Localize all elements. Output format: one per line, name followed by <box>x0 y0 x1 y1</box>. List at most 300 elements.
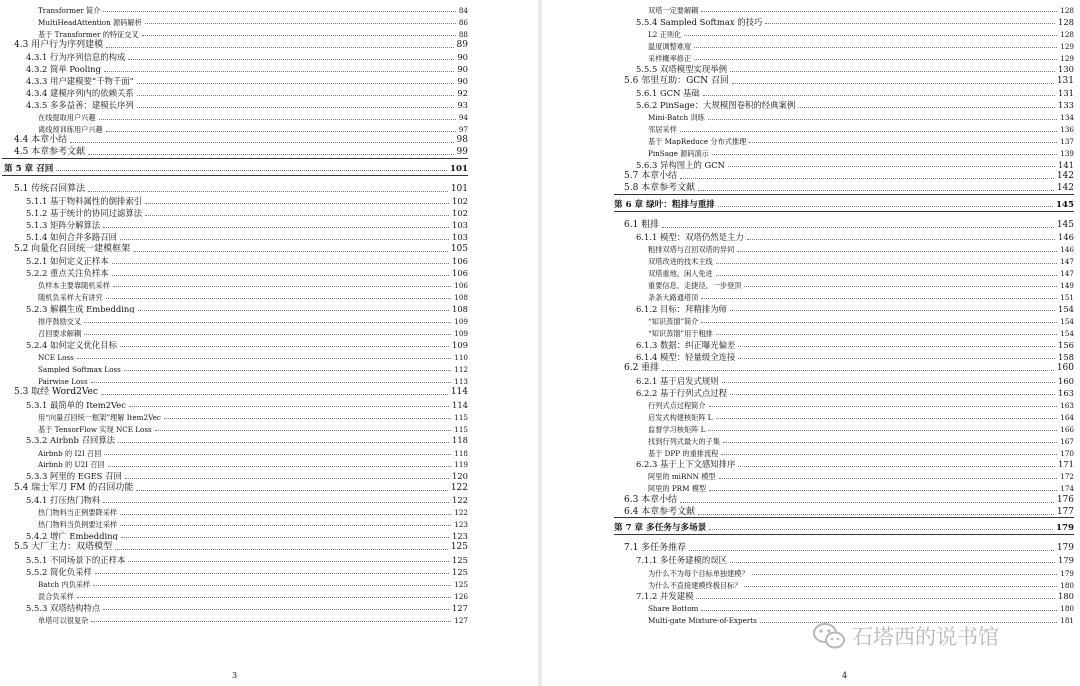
entry-page-number: 179 <box>1058 555 1074 565</box>
entry-page-number: 102 <box>452 196 468 206</box>
subsection-entry <box>26 434 468 445</box>
entry-title: 6.2 重排 <box>624 363 660 374</box>
entry-page-number: 101 <box>450 183 468 194</box>
entry-page-number: 181 <box>1060 616 1074 625</box>
entry-page-number: 130 <box>1058 64 1074 74</box>
entry-title: 行列式点过程简介 <box>648 400 706 409</box>
chapter-rule <box>614 517 1074 518</box>
entry-page-number: 109 <box>452 339 468 350</box>
dot-leader <box>108 466 452 467</box>
entry-page-number: 101 <box>450 163 468 174</box>
dot-leader <box>694 59 1057 60</box>
entry-page-number: 176 <box>1056 494 1074 505</box>
subsection-entry <box>26 87 468 98</box>
dot-leader <box>716 334 1057 335</box>
entry-page-number: 114 <box>450 387 468 397</box>
entry-page-number: 180 <box>1060 604 1074 613</box>
topic-entry <box>648 111 1074 122</box>
dot-leader <box>77 358 451 359</box>
entry-page-number: 177 <box>1056 506 1074 517</box>
page-number: 3 <box>232 671 238 680</box>
section-entry <box>624 494 1074 505</box>
entry-title: 5.2.4 如何定义优化目标 <box>26 339 117 350</box>
entry-page-number: 146 <box>1058 232 1074 242</box>
topic-entry <box>38 458 468 469</box>
topic-entry <box>648 134 1074 145</box>
section-entry <box>14 243 468 254</box>
entry-title: 5.1.3 矩阵分解算法 <box>26 220 101 230</box>
dot-leader <box>730 562 1055 563</box>
entry-title: 离线预训练用户兴趣 <box>38 125 103 134</box>
topic-entry <box>648 422 1074 433</box>
topic-entry <box>648 482 1074 493</box>
entry-title: “知识蒸馏”用于粗排 <box>648 329 713 338</box>
dot-leader <box>738 466 1055 467</box>
entry-title: 7.1.1 多任务建模的误区 <box>636 555 727 565</box>
entry-title: 热门物料当正例要降采样 <box>38 508 118 517</box>
entry-page-number: 94 <box>458 113 468 122</box>
topic-entry <box>648 51 1074 62</box>
chapter-rule <box>614 211 1074 212</box>
entry-title: 5.1 传统召回算法 <box>14 183 86 194</box>
entry-page-number: 142 <box>1056 171 1074 182</box>
entry-page-number: 126 <box>454 591 468 601</box>
entry-page-number: 167 <box>1060 436 1074 445</box>
dot-leader <box>728 166 1055 167</box>
entry-page-number: 122 <box>454 508 468 517</box>
dot-leader <box>106 131 456 132</box>
entry-title: 4.3.3 用户建模要“千物千面” <box>26 76 134 86</box>
dot-leader <box>145 23 456 24</box>
section-entry <box>624 542 1074 553</box>
entry-title: 5.1.4 如何合并多路召回 <box>26 232 117 242</box>
dot-leader <box>120 346 449 347</box>
entry-page-number: 118 <box>454 448 468 457</box>
subsection-entry <box>26 398 468 409</box>
dot-leader <box>747 239 1055 240</box>
dot-leader <box>694 47 1057 48</box>
entry-page-number: 128 <box>1060 5 1074 14</box>
section-entry <box>14 146 468 157</box>
entry-page-number: 154 <box>1060 317 1074 326</box>
entry-page-number: 102 <box>452 208 468 218</box>
entry-page-number: 134 <box>1060 113 1074 122</box>
entry-page-number: 151 <box>1060 293 1074 302</box>
dot-leader <box>716 418 1058 419</box>
entry-title: 条条大路通塔顶 <box>648 293 699 302</box>
entry-title: 5.3.3 阿里的 EGES 召回 <box>26 471 122 481</box>
topic-entry <box>38 290 468 301</box>
entry-title: NCE Loss <box>38 352 74 362</box>
entry-title: 排序鼓励交叉 <box>38 317 82 326</box>
toc-page-right <box>542 0 1080 686</box>
dot-leader <box>730 71 1055 72</box>
topic-entry <box>648 314 1074 325</box>
entry-title: 双塔重地，闲人免进 <box>648 269 713 278</box>
entry-page-number: 154 <box>1060 329 1074 338</box>
subsection-entry <box>636 15 1074 26</box>
entry-page-number: 97 <box>458 125 468 134</box>
entry-page-number: 110 <box>454 352 468 362</box>
entry-title: 6.3 本章小结 <box>624 494 678 505</box>
dot-leader <box>716 263 1058 264</box>
dot-leader <box>88 191 448 192</box>
entry-title: 双塔改进的技术主线 <box>648 257 713 266</box>
dot-leader <box>84 322 451 323</box>
entry-page-number: 147 <box>1060 269 1074 278</box>
entry-page-number: 86 <box>458 17 468 26</box>
entry-title: Sampled Softmax Loss <box>38 364 121 374</box>
entry-title: Batch 内负采样 <box>38 579 91 589</box>
dot-leader <box>709 406 1058 407</box>
entry-title: 7.1 多任务推荐 <box>624 542 687 553</box>
entry-title: 基于 TensorFlow 实现 NCE Loss <box>38 424 152 433</box>
dot-leader <box>738 358 1055 359</box>
topic-entry <box>38 506 468 517</box>
dot-leader <box>155 430 452 431</box>
dot-leader <box>765 23 1055 24</box>
entry-page-number: 147 <box>1060 257 1074 266</box>
dot-leader <box>118 442 449 443</box>
entry-page-number: 93 <box>457 100 468 110</box>
subsection-entry <box>26 494 468 505</box>
section-entry <box>624 75 1074 86</box>
entry-page-number: 141 <box>1058 159 1074 170</box>
entry-title: Mini-Batch 训练 <box>648 113 705 122</box>
chapter-rule <box>614 194 1074 195</box>
entry-page-number: 89 <box>456 39 468 50</box>
entry-page-number: 136 <box>1060 125 1074 134</box>
dot-leader <box>737 251 1057 252</box>
entry-title: 5.2.2 重点关注负样本 <box>26 268 109 278</box>
entry-title: 5.1.1 基于物料属性的倒排索引 <box>26 196 143 206</box>
chapter-entry <box>4 162 468 173</box>
dot-leader <box>703 95 1055 96</box>
dot-leader <box>698 190 1054 191</box>
entry-title: 粗排双塔与召回双塔的异同 <box>648 245 735 254</box>
dot-leader <box>99 119 456 120</box>
subsection-entry <box>636 63 1074 74</box>
entry-title: 监督学习核矩阵 L <box>648 424 706 433</box>
dot-leader <box>84 334 451 335</box>
dot-leader <box>103 609 449 610</box>
entry-page-number: 125 <box>452 554 468 565</box>
subsection-entry <box>26 219 468 230</box>
topic-entry <box>648 39 1074 50</box>
section-entry <box>14 134 468 145</box>
topic-entry <box>648 434 1074 445</box>
entry-title: 5.3.1 最简单的 Item2Vec <box>26 399 126 409</box>
topic-entry <box>38 422 468 433</box>
entry-page-number: 129 <box>1060 41 1074 50</box>
entry-page-number: 179 <box>1060 568 1074 577</box>
dot-leader <box>112 263 449 264</box>
topic-entry <box>38 314 468 325</box>
entry-page-number: 170 <box>1060 448 1074 457</box>
entry-title: 基于 MapReduce 分布式推理 <box>648 137 747 146</box>
entry-title: Share Bottom <box>648 604 699 613</box>
entry-title: 5.6 邻里互助：GCN 召回 <box>624 75 729 86</box>
subsection-entry <box>26 207 468 218</box>
entry-title: 4.3.4 建模序列内的依赖关系 <box>26 88 134 98</box>
entry-page-number: 172 <box>1060 472 1074 481</box>
dot-leader <box>749 142 1057 143</box>
section-entry <box>14 482 468 493</box>
dot-leader <box>103 227 449 228</box>
dot-leader <box>138 310 449 311</box>
entry-title: 为什么不直接建模终极目标？ <box>648 580 742 589</box>
dot-leader <box>709 490 1057 491</box>
entry-title: 4.3.5 多多益善：建模长序列 <box>26 100 134 110</box>
topic-entry <box>648 146 1074 157</box>
topic-entry <box>38 3 468 14</box>
dot-leader <box>732 83 1054 84</box>
topic-entry <box>648 243 1074 254</box>
topic-entry <box>648 290 1074 301</box>
entry-title: 5.3.2 Airbnb 召回算法 <box>26 435 115 445</box>
dot-leader <box>137 107 455 108</box>
entry-title: 6.1.1 模型：双塔仍然是主力 <box>636 232 744 242</box>
entry-title: “知识蒸馏”简介 <box>648 317 699 326</box>
topic-entry <box>648 326 1074 337</box>
entry-page-number: 125 <box>452 566 468 577</box>
dot-leader <box>56 170 447 171</box>
entry-title: 6.2.1 基于启发式规则 <box>636 375 719 386</box>
entry-page-number: 174 <box>1060 484 1074 493</box>
dot-leader <box>125 478 449 479</box>
chapter-rule <box>614 534 1074 535</box>
watermark <box>812 621 999 651</box>
dot-leader <box>701 610 1057 611</box>
topic-entry <box>38 123 468 134</box>
entry-title: 单塔可以很复杂 <box>38 615 89 625</box>
subsection-entry <box>26 601 468 612</box>
dot-leader <box>680 131 1058 132</box>
entry-page-number: 120 <box>452 471 468 481</box>
entry-page-number: 106 <box>454 281 468 290</box>
dot-leader <box>145 215 449 216</box>
entry-page-number: 118 <box>452 435 468 445</box>
subsection-entry <box>636 99 1074 110</box>
wechat-icon <box>812 621 846 651</box>
dot-leader <box>744 586 1057 587</box>
entry-page-number: 114 <box>452 399 468 409</box>
dot-leader <box>104 71 454 72</box>
dot-leader <box>88 154 453 155</box>
dot-leader <box>128 561 449 562</box>
entry-page-number: 109 <box>454 317 468 326</box>
topic-entry <box>38 362 468 373</box>
topic-entry <box>648 446 1074 457</box>
entry-page-number: 180 <box>1058 591 1074 601</box>
entry-title: 第 5 章 召回 <box>4 163 54 174</box>
subsection-entry <box>26 470 468 481</box>
dot-leader <box>103 11 455 12</box>
subsection-entry <box>26 75 468 86</box>
entry-page-number: 122 <box>452 495 468 505</box>
entry-title: 6.2.3 基于上下文感知排序 <box>636 459 736 469</box>
dot-leader <box>730 394 1055 395</box>
entry-page-number: 180 <box>1060 580 1074 589</box>
entry-page-number: 149 <box>1060 281 1074 290</box>
entry-page-number: 160 <box>1056 363 1074 374</box>
entry-title: 第 7 章 多任务与多场景 <box>614 522 707 533</box>
topic-entry <box>648 267 1074 278</box>
topic-entry <box>648 566 1074 577</box>
topic-entry <box>648 602 1074 613</box>
entry-title: 5.4 瑞士军刀 FM 的召回功能 <box>14 482 134 493</box>
entry-page-number: 112 <box>454 364 468 374</box>
entry-page-number: 92 <box>457 88 468 98</box>
entry-page-number: 106 <box>452 268 468 278</box>
dot-leader <box>137 95 455 96</box>
dot-leader <box>91 382 452 383</box>
entry-title: 阿里的 miRNN 模型 <box>648 472 716 481</box>
topic-entry <box>38 326 468 337</box>
entry-page-number: 179 <box>1056 522 1074 533</box>
entry-title: 5.1.2 基于统计的协同过滤算法 <box>26 208 143 218</box>
entry-title: 5.8 本章参考文献 <box>624 183 696 194</box>
subsection-entry <box>636 374 1074 385</box>
entry-page-number: 115 <box>454 424 468 433</box>
subsection-entry <box>26 267 468 278</box>
entry-page-number: 171 <box>1058 459 1074 469</box>
subsection-entry <box>26 529 468 540</box>
entry-title: MultiHeadAttention 源码解析 <box>38 17 142 26</box>
dot-leader <box>738 346 1055 347</box>
entry-page-number: 164 <box>1060 412 1074 421</box>
topic-entry <box>648 578 1074 589</box>
entry-title: 6.4 本章参考文献 <box>624 506 696 517</box>
dot-leader <box>719 478 1058 479</box>
entry-page-number: 128 <box>1058 16 1074 26</box>
dot-leader <box>121 537 449 538</box>
entry-title: 5.7 本章小结 <box>624 171 678 182</box>
entry-title: 5.4.2 增广 Embedding <box>26 530 118 541</box>
dot-leader <box>716 275 1058 276</box>
entry-page-number: 127 <box>452 602 468 613</box>
dot-leader <box>744 286 1057 287</box>
dot-leader <box>112 275 449 276</box>
entry-title: 4.3 用户行为序列建模 <box>14 39 104 50</box>
entry-title: 温度调整难度 <box>648 41 692 50</box>
dot-leader <box>712 154 1057 155</box>
dot-leader <box>718 206 1053 207</box>
entry-page-number: 128 <box>1060 29 1074 38</box>
dot-leader <box>701 11 1057 12</box>
subsection-entry <box>636 87 1074 98</box>
chapter-entry <box>614 521 1074 532</box>
dot-leader <box>115 549 448 550</box>
dot-leader <box>701 322 1057 323</box>
entry-page-number: 158 <box>1058 351 1074 362</box>
entry-page-number: 105 <box>450 243 468 254</box>
topic-entry <box>648 255 1074 266</box>
section-entry <box>624 362 1074 373</box>
topic-entry <box>648 278 1074 289</box>
dot-leader <box>104 454 451 455</box>
dot-leader <box>662 370 1054 371</box>
entry-title: 6.1.2 目标：拜精排为师 <box>636 303 727 314</box>
dot-leader <box>142 35 456 36</box>
entry-title: 5.5.5 双塔模型实现举例 <box>636 64 727 74</box>
section-entry <box>14 39 468 50</box>
entry-title: 启发式构建核矩阵 L <box>648 412 713 421</box>
entry-page-number: 125 <box>454 579 468 589</box>
entry-title: 4.3.1 行为序列信息的构成 <box>26 52 126 62</box>
entry-title: 5.2 向量化召回统一建模框架 <box>14 243 131 254</box>
entry-page-number: 145 <box>1056 219 1074 230</box>
entry-title: 5.5 大厂主力：双塔模型 <box>14 542 113 553</box>
entry-title: 阿里的 PRM 模型 <box>648 484 707 493</box>
entry-page-number: 125 <box>450 542 468 553</box>
entry-page-number: 137 <box>1060 137 1074 146</box>
dot-leader <box>77 597 451 598</box>
topic-entry <box>38 446 468 457</box>
entry-page-number: 88 <box>458 29 468 38</box>
subsection-entry <box>636 158 1074 169</box>
entry-title: 为什么不为每个目标单独建模？ <box>648 568 749 577</box>
entry-title: 5.6.2 PinSage：大规模图卷积的经典案例 <box>636 100 796 110</box>
entry-page-number: 145 <box>1056 199 1074 210</box>
dot-leader <box>662 227 1054 228</box>
subsection-entry <box>636 350 1074 361</box>
dot-leader <box>164 418 451 419</box>
section-entry <box>14 541 468 552</box>
topic-entry <box>38 577 468 588</box>
entry-title: 4.5 本章参考文献 <box>14 147 86 158</box>
entry-title: 邻居采样 <box>648 125 677 134</box>
entry-page-number: 163 <box>1058 387 1074 397</box>
entry-title: 5.5.2 简化负采样 <box>26 566 92 577</box>
entry-page-number: 90 <box>457 52 468 62</box>
entry-page-number: 122 <box>450 482 468 493</box>
dot-leader <box>128 59 454 60</box>
entry-page-number: 163 <box>1060 400 1074 409</box>
entry-page-number: 113 <box>454 376 468 386</box>
topic-entry <box>38 589 468 600</box>
subsection-entry <box>636 458 1074 469</box>
dot-leader <box>120 525 451 526</box>
dot-leader <box>101 394 448 395</box>
entry-title: 找到行列式最大的子集 <box>648 436 720 445</box>
topic-entry <box>38 613 468 624</box>
entry-title: 基于 DPP 的重排流程 <box>648 448 719 457</box>
entry-page-number: 166 <box>1060 424 1074 433</box>
entry-page-number: 133 <box>1058 100 1074 110</box>
entry-title: 6.1.3 数据：纠正曝光偏差 <box>636 339 736 350</box>
dot-leader <box>689 550 1054 551</box>
entry-title: 5.5.1 不同场景下的正样本 <box>26 554 126 565</box>
topic-entry <box>38 517 468 528</box>
subsection-entry <box>26 231 468 242</box>
topic-entry <box>648 27 1074 38</box>
dot-leader <box>106 298 452 299</box>
entry-page-number: 123 <box>452 530 468 541</box>
entry-title: 混合负采样 <box>38 591 74 601</box>
dot-leader <box>684 35 1057 36</box>
dot-leader <box>120 239 449 240</box>
entry-title: Transformer 简介 <box>38 5 101 14</box>
subsection-entry <box>636 386 1074 397</box>
dot-leader <box>730 310 1055 311</box>
subsection-entry <box>26 63 468 74</box>
section-entry <box>14 386 468 397</box>
section-entry <box>14 183 468 194</box>
topic-entry <box>648 123 1074 134</box>
entry-title: 5.5.4 Sampled Softmax 的技巧 <box>636 16 763 26</box>
dot-leader <box>106 47 453 48</box>
